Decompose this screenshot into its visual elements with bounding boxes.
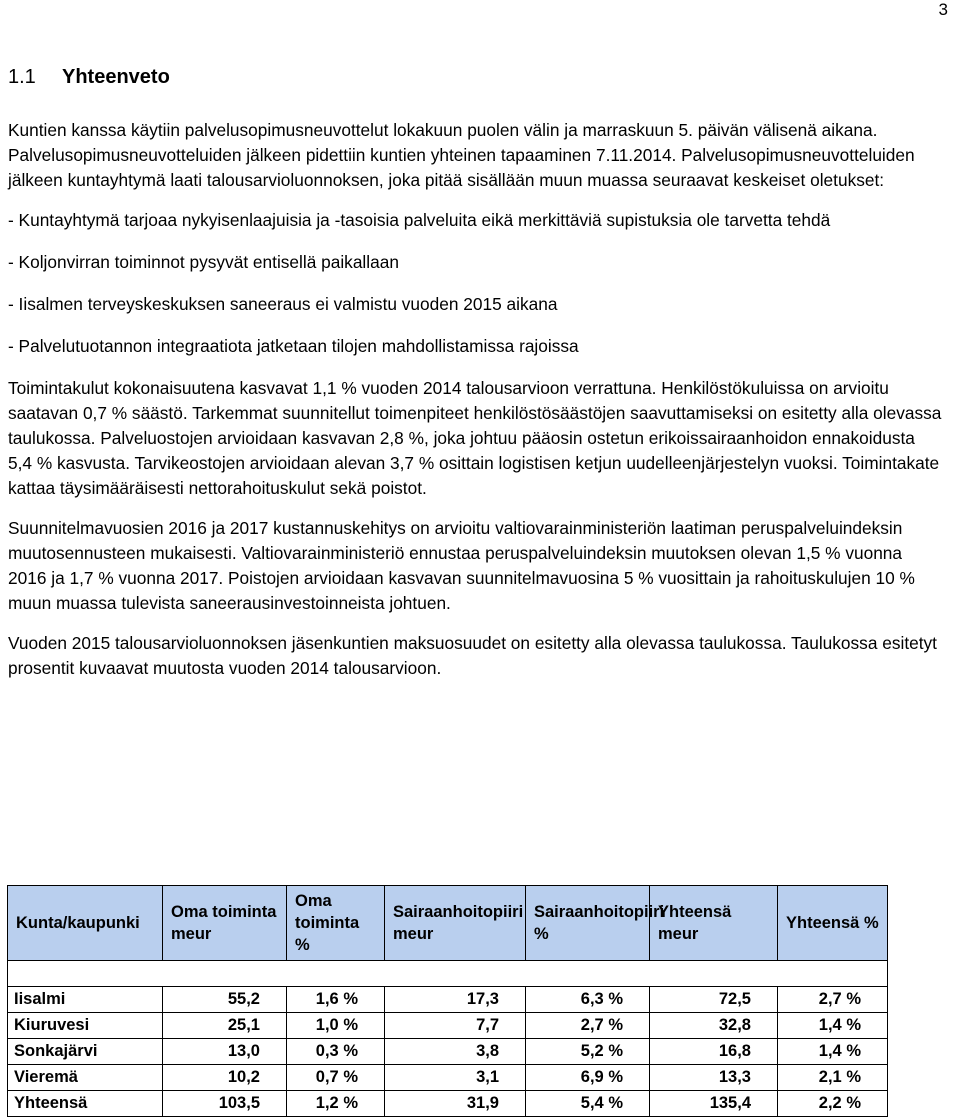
table-cell: Kiuruvesi	[8, 1013, 163, 1039]
table-cell: 0,7 %	[287, 1065, 385, 1091]
table-cell: 31,9	[385, 1091, 526, 1117]
table-row	[8, 987, 888, 1013]
paragraph-operating-costs: Toimintakulut kokonaisuutena kasvavat 1,1 % vuoden 2014 talousarvioon verrattuna. Henkilöstökuluissa on arvioitu saatavan 0,7 % säästö. Tarkemmat suunnitellut toimenpiteet henkilöstösäästöjen saavuttamiseksi on esitetty alla olevassa taulukossa. Palveluostojen arvioidaan kasvavan 2,8 %, joka johtuu pääosin ostetun erikoissairaanhoidon ennakoidusta 5,4 % kasvusta. Tarvikeostojen arvioidaan alevan 3,7 % osittain logistisen ketjun uudelleenjärjestelyn vuoksi. Toimintakate kattaa täysimääräisesti nettorahoituskulut sekä poistot.	[8, 378, 942, 498]
page-number: 3	[938, 0, 948, 19]
table-cell: 3,1	[385, 1065, 526, 1091]
table-cell: 7,7	[385, 1013, 526, 1039]
document-body	[8, 118, 943, 681]
table-cell: 13,3	[650, 1065, 778, 1091]
table-cell: 5,2 %	[526, 1039, 650, 1065]
table-cell: 0,3 %	[287, 1039, 385, 1065]
table-cell: 25,1	[163, 1013, 287, 1039]
table-cell: 6,3 %	[526, 987, 650, 1013]
paragraph-plan-years: Suunnitelmavuosien 2016 ja 2017 kustannuskehitys on arvioitu valtiovarainministeriön laatiman peruspalveluindeksin muutosennusteen mukaisesti. Valtiovarainministeriö ennustaa peruspalveluindeksin muutoksen olevan 1,5 % vuonna 2016 ja 1,7 % vuonna 2017. Poistojen arvioidaan kasvavan suunnitelmavuosina 5 % vuosittain ja rahoituskulujen 10 % muun muassa tulevista saneerausinvestoinneista johtuen.	[8, 518, 915, 613]
section-heading	[8, 66, 170, 89]
section-number: 1.1	[8, 66, 36, 88]
paragraph-intro: Kuntien kanssa käytiin palvelusopimusneuvottelut lokakuun puolen välin ja marraskuun 5. päivän välisenä aikana. Palvelusopimusneuvotteluiden jälkeen pidettiin kuntien yhteinen tapaaminen 7.11.2014. Palvelusopimusneuvotteluiden jälkeen kuntayhtymä laati talousarvioluonnoksen, joka pitää sisällään muun muassa seuraavat keskeiset oletukset:	[8, 120, 915, 190]
column-header: Oma toiminta meur	[163, 886, 287, 961]
table-cell: 6,9 %	[526, 1065, 650, 1091]
table-cell: 16,8	[650, 1039, 778, 1065]
table-cell: 10,2	[163, 1065, 287, 1091]
table-cell: 5,4 %	[526, 1091, 650, 1117]
column-header: Kunta/kaupunki	[8, 886, 163, 961]
table-cell: 55,2	[163, 987, 287, 1013]
column-header: Oma toiminta %	[287, 886, 385, 961]
list-item: - Palvelutuotannon integraatiota jatketaan tilojen mahdollistamissa rajoissa	[8, 336, 579, 356]
column-header: Yhteensä %	[778, 886, 888, 961]
column-header: Sairaanhoitopiiri %	[526, 886, 650, 961]
table-row	[8, 1013, 888, 1039]
table-cell: 2,7 %	[526, 1013, 650, 1039]
table-cell: Yhteensä	[8, 1091, 163, 1117]
table-header-row	[8, 886, 888, 961]
table-row	[8, 1039, 888, 1065]
table-cell: Sonkajärvi	[8, 1039, 163, 1065]
table-cell: Vieremä	[8, 1065, 163, 1091]
list-item: - Iisalmen terveyskeskuksen saneeraus ei valmistu vuoden 2015 aikana	[8, 294, 558, 314]
table-cell: 2,1 %	[778, 1065, 888, 1091]
table-cell: 1,4 %	[778, 1039, 888, 1065]
table-row	[8, 1065, 888, 1091]
table-cell: 1,2 %	[287, 1091, 385, 1117]
table-cell: 1,0 %	[287, 1013, 385, 1039]
table-cell: 13,0	[163, 1039, 287, 1065]
table-cell: 1,4 %	[778, 1013, 888, 1039]
table-cell: 135,4	[650, 1091, 778, 1117]
list-item: - Kuntayhtymä tarjoaa nykyisenlaajuisia ja -tasoisia palveluita eikä merkittäviä supistuksia ole tarvetta tehdä	[8, 210, 831, 230]
section-title: Yhteenveto	[62, 66, 170, 88]
table-cell: 2,7 %	[778, 987, 888, 1013]
column-header: Sairaanhoitopiiri meur	[385, 886, 526, 961]
municipality-payment-table	[7, 885, 888, 1117]
paragraph-table-intro: Vuoden 2015 talousarvioluonnoksen jäsenkuntien maksuosuudet on esitetty alla olevassa taulukossa. Taulukossa esitetyt prosentit kuvaavat muutosta vuoden 2014 talousarvioon.	[8, 633, 937, 678]
table-cell: 17,3	[385, 987, 526, 1013]
table-cell: Iisalmi	[8, 987, 163, 1013]
column-header: Yhteensä meur	[650, 886, 778, 961]
table-total-row	[8, 1091, 888, 1117]
table-cell: 1,6 %	[287, 987, 385, 1013]
table-spacer	[8, 961, 888, 987]
table-cell: 103,5	[163, 1091, 287, 1117]
table-cell: 2,2 %	[778, 1091, 888, 1117]
list-item: - Koljonvirran toiminnot pysyvät entisellä paikallaan	[8, 252, 399, 272]
table-cell: 3,8	[385, 1039, 526, 1065]
table-cell: 32,8	[650, 1013, 778, 1039]
table-cell: 72,5	[650, 987, 778, 1013]
